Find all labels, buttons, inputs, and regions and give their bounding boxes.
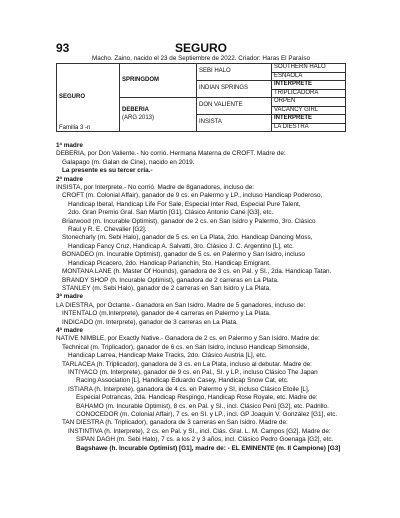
record-line: DEBERIA, por Don Valiente.- No corrió. Hermana Materna de CROFT. Madre de:	[56, 150, 286, 158]
produce-record	[56, 142, 352, 453]
pedigree-horse: SEGURO	[57, 64, 120, 132]
record-line: 4ª madre	[56, 326, 83, 334]
pedigree-dd: INSISTA	[197, 115, 272, 132]
pedigree-dam: DEBERIA	[122, 107, 150, 113]
record-line: ISTIARA (h. Interprete), ganadora de 4 cs. en Palermo y SI, incluso Clásico Etoile [L],	[68, 385, 310, 393]
record-line: MONTANA LANE (h. Master Of Hounds), ganadora de 3 cs. en Pal. y SI., 2da. Handicap Tatan.	[62, 268, 332, 276]
record-line: Especial Potrancas, 2da. Handicap Respingo, Handicap Rose Royale, etc. Madre de:	[76, 394, 318, 402]
pedigree-dds: INTERPRETE	[272, 115, 346, 124]
record-line: BAHAMO (m. Incurable Optimist), 8 cs. en Pal. y SI., incl. Clásico Perú [G2], etc. Padrillo.	[76, 402, 329, 410]
pedigree-dsd: VACANCY GIRL	[272, 106, 346, 115]
record-line: Handicap Fancy Cruz, Handicap A. Salvatti, 3ro. Clásico J. C. Argentino [L], etc.	[68, 242, 294, 250]
pedigree-dam-cell	[120, 98, 197, 132]
record-line: INSISTA, por Interprete.- No corrió. Madre de 8ganadores, incluso de:	[56, 184, 255, 192]
record-line: LA DIESTRA, por Octante.- Ganadora en San Isidro. Madre de 5 ganadores, incluso de:	[56, 301, 306, 309]
record-line: Raul y R. E. Chevalier [G2].	[68, 226, 147, 234]
pedigree-family: Familia 3 -n	[59, 125, 91, 131]
pedigree-sdd: TRIPLICADORA	[272, 89, 346, 98]
record-line: Handicap Iberal, Handicap Life For Sale, Especial Inter Red, Especial Pure Talent,	[68, 200, 301, 208]
pedigree-ds: DON VALIENTE	[197, 98, 272, 115]
record-line: Bagshawe (h. Incurable Optimist) [G1], madre de: - EL EMINENTE (m. Il Campione) [G3]	[76, 444, 341, 452]
record-line: STANLEY (m. Sebi Halo), ganador de 2 carreras en San Isidro y La Plata.	[62, 284, 271, 292]
record-line: CROFT (m. Colonial Affair), ganador de 9 cs. en Palermo y LP., incluso Handicap Poderoso,	[62, 192, 323, 200]
record-line: La presente es su tercer cría.-	[62, 167, 153, 175]
pedigree-dam-note: (ARG 2013)	[122, 114, 155, 121]
pedigree-table	[56, 63, 346, 132]
record-line: TARLACEA (h. Triplicador), ganadora de 3 cs. en La Plata, incluso al debutar. Madre de:	[62, 360, 312, 368]
header	[56, 41, 346, 55]
horse-name: SEGURO	[174, 41, 227, 55]
record-line: 1ª madre	[56, 142, 83, 149]
record-line: Galapago (m. Galan de Cine), nacido en 2019.	[62, 158, 195, 166]
record-line: SIPAN DAGH (m. Sebi Halo), 7 cs. a los 2 y 3 años, incl. Clásico Pedro Goenaga [G2], etc.	[76, 436, 334, 444]
record-line: INDICADO (m. Interprete), ganador de 3 carreras en La Plata.	[62, 318, 238, 326]
record-line: NATIVE NIMBLE, por Exactly Native.- Ganadora de 2 cs. en Palermo y San Isidro. Madre de:	[56, 335, 320, 343]
record-line: Handicap Picacero, 2do. Handicap Parlanchín, 5to. Handicap Emigrant.	[68, 259, 271, 267]
pedigree-sd: INDIAN SPRINGS	[197, 81, 272, 98]
record-line: Stonecharly (m. Sebi Halo), ganador de 5 cs. en La Plata, 2do. Handicap Dancing Moss,	[62, 234, 313, 242]
pedigree-sss: SOUTHERN HALO	[272, 64, 346, 73]
record-line: BRANDY SHOP (h. Incurable Optimist), ganadora de 2 carreras en La Plata.	[62, 276, 279, 284]
record-line: 2ª madre	[56, 175, 83, 183]
record-line: Racing Association [L], Handicap Eduardo Casey, Handicap Snow Cat, etc.	[76, 377, 289, 385]
record-line: INSTINTIVA (h. Interprete), 2 cs. en Pal. y SI., incl. Clás. Gral. L. M. Campos [G2]. Madre de:	[68, 427, 331, 435]
lot-number: 93	[56, 41, 70, 55]
horse-subtitle: Macho. Zaino, nacido el 23 de Septiembre de 2022. Criador: Haras El Paraíso	[91, 55, 311, 62]
pedigree-ss: SEBI HALO	[197, 64, 272, 81]
pedigree-sire: SPRINGDOM	[120, 64, 197, 98]
record-line: CONOCEDOR (m. Colonial Affair), 7 cs. en SI. y LP., incl. GP Joaquin V. González [G1], etc.	[76, 411, 338, 418]
record-line: 2do. Gran Premio Gral. San Martín [G1], Clásico Antonio Cané [G3], etc.	[68, 209, 274, 217]
record-line: BONADEO (m. Incurable Optimist), ganador de 5 cs. en Palermo y San Isidro, incluso	[62, 251, 305, 259]
record-line: INTIYACO (m. Interprete), ganador de 9 cs. en Pal., SI. y LP., incluso Clásico The Japan	[68, 368, 318, 376]
record-line: Technical (m. Triplicador), ganador de 6 cs. en San Isidro, incluso Handicap Simonside,	[62, 343, 310, 351]
record-line: 3ª madre	[56, 293, 83, 301]
pedigree-ssd: ESNAOLA	[272, 72, 346, 81]
record-line: TAN DIESTRA (h. Triplicador), ganadora de 3 carreras en San Isidro. Madre de:	[62, 419, 288, 427]
record-line: Briarwood (m. Incurable Optimist), ganador de 2 cs. en San Isidro y Palermo, 3ro. Clásico	[62, 217, 316, 225]
record-line: Handicap Larrea, Handicap Make Tracks, 2do. Clásico Austria [L], etc.	[68, 352, 267, 360]
pedigree-dss: ORPEN	[272, 98, 346, 107]
pedigree-sds: INTERPRETE	[272, 81, 346, 90]
record-line: INTENTALO (m.Interprete), ganador de 4 carreras en Palermo y La Plata.	[62, 310, 271, 318]
pedigree-ddd: LA DIESTRA	[272, 123, 346, 132]
